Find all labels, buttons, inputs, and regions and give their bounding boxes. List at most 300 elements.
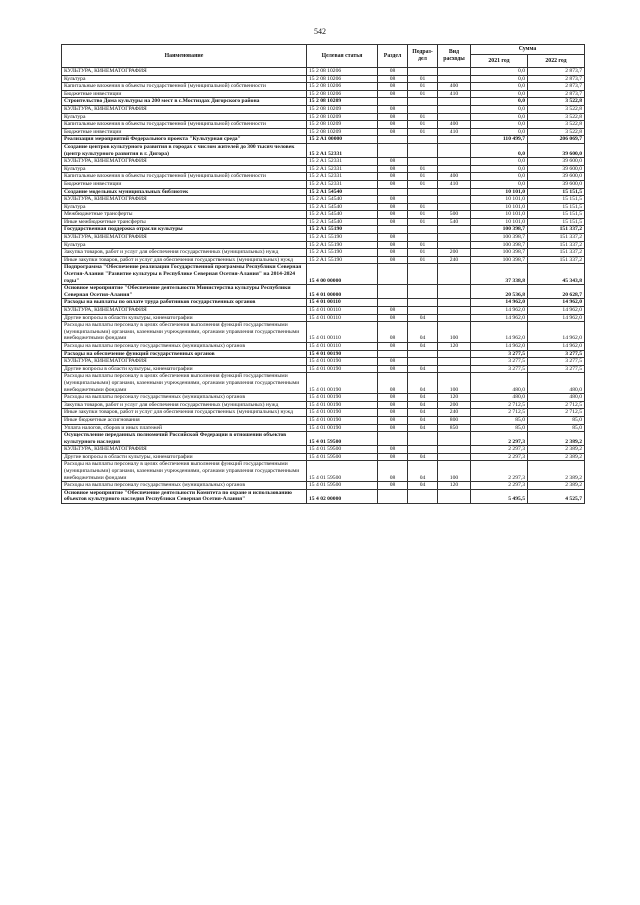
row-code: 15 4 01 59500 — [307, 432, 378, 446]
row-expense-type — [438, 113, 471, 121]
row-value-2021: 110 499,7 — [471, 136, 528, 144]
row-name: Расходы на выплаты персоналу в целях обеспечения выполнения функций государственными (муниципальными) органами, казенными учреждениями, органами управления государственными внебюджетными фондами — [62, 322, 307, 343]
table-header — [62, 45, 585, 68]
row-value-2022: 151 337,2 — [528, 249, 585, 257]
row-name: КУЛЬТУРА, КИНЕМАТОГРАФИЯ — [62, 68, 307, 76]
table-row — [62, 264, 585, 285]
row-expense-type — [438, 158, 471, 166]
table-row — [62, 83, 585, 91]
row-subsection — [408, 98, 438, 106]
row-code: 15 2 A1 54540 — [307, 203, 378, 211]
row-value-2022: 3 277,5 — [528, 350, 585, 358]
row-section: 08 — [378, 173, 408, 181]
row-value-2021: 2 297,3 — [471, 461, 528, 482]
row-subsection: 01 — [408, 211, 438, 219]
row-code: 15 4 01 00190 — [307, 350, 378, 358]
row-name: Другие вопросы в области культуры, кинематографии — [62, 314, 307, 322]
header-name: Наименование — [62, 45, 307, 68]
row-subsection — [408, 446, 438, 454]
row-expense-type: 500 — [438, 211, 471, 219]
row-section: 08 — [378, 113, 408, 121]
table-row — [62, 373, 585, 394]
row-name: КУЛЬТУРА, КИНЕМАТОГРАФИЯ — [62, 105, 307, 113]
table-row — [62, 211, 585, 219]
row-value-2021: 3 277,5 — [471, 350, 528, 358]
row-expense-type — [438, 68, 471, 76]
row-code: 15 2 A1 55190 — [307, 226, 378, 234]
row-subsection: 04 — [408, 409, 438, 417]
row-code: 15 2 A1 52331 — [307, 173, 378, 181]
row-value-2021: 3 277,5 — [471, 365, 528, 373]
row-subsection: 01 — [408, 90, 438, 98]
table-row — [62, 256, 585, 264]
row-expense-type — [438, 226, 471, 234]
row-subsection — [408, 105, 438, 113]
row-section: 08 — [378, 416, 408, 424]
row-name: Культура — [62, 75, 307, 83]
table-row — [62, 307, 585, 315]
row-value-2021: 0,0 — [471, 68, 528, 76]
table-row — [62, 432, 585, 446]
table-row — [62, 489, 585, 503]
row-value-2022: 4 525,7 — [528, 489, 585, 503]
row-section: 08 — [378, 234, 408, 242]
row-subsection: 04 — [408, 394, 438, 402]
row-value-2021: 2 297,3 — [471, 482, 528, 490]
row-section — [378, 264, 408, 285]
row-subsection: 04 — [408, 373, 438, 394]
row-section: 08 — [378, 307, 408, 315]
row-name: Закупка товаров, работ и услуг для обеспечения государственных (муниципальных) нужд — [62, 401, 307, 409]
row-value-2021: 0,0 — [471, 165, 528, 173]
table-row — [62, 409, 585, 417]
row-name: Расходы на выплаты персоналу государственных (муниципальных) органов — [62, 482, 307, 490]
row-code: 15 2 A1 00000 — [307, 136, 378, 144]
row-subsection — [408, 432, 438, 446]
row-name: Межбюджетные трансферты — [62, 211, 307, 219]
row-value-2021: 480,0 — [471, 373, 528, 394]
table-row — [62, 249, 585, 257]
row-value-2022: 2 712,5 — [528, 409, 585, 417]
row-value-2022: 20 628,7 — [528, 285, 585, 299]
row-value-2022: 3 522,8 — [528, 105, 585, 113]
row-section: 08 — [378, 314, 408, 322]
row-expense-type: 410 — [438, 90, 471, 98]
row-subsection — [408, 158, 438, 166]
row-section: 08 — [378, 68, 408, 76]
row-expense-type — [438, 143, 471, 157]
table-row — [62, 143, 585, 157]
row-section: 08 — [378, 165, 408, 173]
row-value-2022: 15 151,5 — [528, 211, 585, 219]
row-subsection: 04 — [408, 424, 438, 432]
table-row — [62, 416, 585, 424]
row-expense-type: 100 — [438, 461, 471, 482]
row-code: 15 2 A1 52331 — [307, 158, 378, 166]
row-name: Реализация мероприятий Федерального проекта "Культурная среда" — [62, 136, 307, 144]
row-code: 15 4 01 00110 — [307, 299, 378, 307]
row-section — [378, 299, 408, 307]
row-expense-type — [438, 489, 471, 503]
table-row — [62, 90, 585, 98]
row-expense-type: 400 — [438, 83, 471, 91]
row-expense-type — [438, 241, 471, 249]
row-code: 15 4 01 00190 — [307, 394, 378, 402]
row-name: Другие вопросы в области культуры, кинематографии — [62, 453, 307, 461]
table-row — [62, 342, 585, 350]
row-code: 15 4 00 00000 — [307, 264, 378, 285]
row-code: 15 2 A1 54540 — [307, 196, 378, 204]
row-value-2021: 0,0 — [471, 75, 528, 83]
row-subsection: 01 — [408, 121, 438, 129]
table-row — [62, 424, 585, 432]
row-section: 08 — [378, 409, 408, 417]
row-value-2022: 2 389,2 — [528, 446, 585, 454]
row-expense-type — [438, 432, 471, 446]
row-value-2021: 100 398,7 — [471, 249, 528, 257]
table-row — [62, 322, 585, 343]
row-value-2021: 100 398,7 — [471, 226, 528, 234]
row-value-2021: 480,0 — [471, 394, 528, 402]
row-subsection — [408, 350, 438, 358]
row-name: КУЛЬТУРА, КИНЕМАТОГРАФИЯ — [62, 196, 307, 204]
row-subsection: 04 — [408, 416, 438, 424]
row-name: Культура — [62, 203, 307, 211]
row-value-2022: 85,0 — [528, 424, 585, 432]
row-expense-type: 100 — [438, 322, 471, 343]
row-subsection — [408, 307, 438, 315]
table-row — [62, 180, 585, 188]
row-value-2022: 151 337,2 — [528, 256, 585, 264]
table-row — [62, 136, 585, 144]
row-name: Культура — [62, 113, 307, 121]
row-value-2021: 100 398,7 — [471, 234, 528, 242]
row-section: 08 — [378, 211, 408, 219]
row-value-2021: 14 962,0 — [471, 307, 528, 315]
header-section: Раздел — [378, 45, 408, 68]
table-row — [62, 121, 585, 129]
header-expense-type: Вид расходы — [438, 45, 471, 68]
header-year-2021: 2021 год — [471, 55, 528, 68]
row-subsection: 01 — [408, 128, 438, 136]
row-name: Подпрограмма "Обеспечение реализации Государственной программы Республики Северная Осетия-Алания "Развитие культуры в Республике Северная Осетия-Алания" на 2014-2024 годы" — [62, 264, 307, 285]
row-section — [378, 489, 408, 503]
row-name: КУЛЬТУРА, КИНЕМАТОГРАФИЯ — [62, 358, 307, 366]
row-expense-type: 200 — [438, 249, 471, 257]
row-code: 15 2 A1 54540 — [307, 188, 378, 196]
row-subsection: 04 — [408, 461, 438, 482]
row-section: 08 — [378, 83, 408, 91]
row-expense-type: 800 — [438, 416, 471, 424]
row-subsection: 01 — [408, 241, 438, 249]
row-section: 08 — [378, 394, 408, 402]
row-value-2021: 0,0 — [471, 158, 528, 166]
row-value-2022: 3 522,8 — [528, 113, 585, 121]
row-value-2022: 3 522,8 — [528, 128, 585, 136]
row-subsection — [408, 143, 438, 157]
row-name: КУЛЬТУРА, КИНЕМАТОГРАФИЯ — [62, 446, 307, 454]
row-section — [378, 432, 408, 446]
row-section — [378, 285, 408, 299]
row-expense-type — [438, 314, 471, 322]
row-code: 15 2 A1 55190 — [307, 249, 378, 257]
row-section: 08 — [378, 90, 408, 98]
row-value-2021: 0,0 — [471, 121, 528, 129]
row-value-2022: 3 277,5 — [528, 358, 585, 366]
table-row — [62, 196, 585, 204]
row-subsection — [408, 196, 438, 204]
table-row — [62, 299, 585, 307]
table-row — [62, 285, 585, 299]
table-row — [62, 482, 585, 490]
row-value-2021: 37 338,8 — [471, 264, 528, 285]
row-value-2021: 14 962,0 — [471, 299, 528, 307]
row-code: 15 4 01 00190 — [307, 365, 378, 373]
row-code: 15 4 02 00000 — [307, 489, 378, 503]
row-expense-type: 400 — [438, 173, 471, 181]
page-number: 542 — [314, 27, 326, 36]
row-value-2022: 14 962,0 — [528, 307, 585, 315]
row-subsection: 04 — [408, 342, 438, 350]
row-value-2021: 10 101,0 — [471, 218, 528, 226]
row-name: Бюджетные инвестиции — [62, 180, 307, 188]
row-subsection: 04 — [408, 453, 438, 461]
row-name: Культура — [62, 165, 307, 173]
row-section: 08 — [378, 453, 408, 461]
row-name: Капитальные вложения в объекты государственной (муниципальной) собственности — [62, 83, 307, 91]
table-row — [62, 188, 585, 196]
row-section — [378, 143, 408, 157]
row-subsection: 01 — [408, 256, 438, 264]
header-year-2022: 2022 год — [528, 55, 585, 68]
row-value-2022: 2 389,2 — [528, 482, 585, 490]
row-subsection — [408, 136, 438, 144]
row-expense-type: 100 — [438, 373, 471, 394]
row-name: Иные бюджетные ассигнования — [62, 416, 307, 424]
budget-table — [61, 44, 585, 504]
row-section — [378, 226, 408, 234]
row-value-2022: 14 962,0 — [528, 342, 585, 350]
row-expense-type — [438, 136, 471, 144]
row-value-2021: 100 398,7 — [471, 256, 528, 264]
row-name: Иные закупки товаров, работ и услуг для обеспечения государственных (муниципальных) нужд — [62, 409, 307, 417]
row-name: КУЛЬТУРА, КИНЕМАТОГРАФИЯ — [62, 307, 307, 315]
row-value-2021: 10 101,0 — [471, 188, 528, 196]
row-name: Расходы на выплаты по оплате труда работников государственных органов — [62, 299, 307, 307]
row-value-2021: 2 712,5 — [471, 401, 528, 409]
row-value-2022: 15 151,5 — [528, 203, 585, 211]
row-value-2022: 15 151,5 — [528, 188, 585, 196]
table-row — [62, 165, 585, 173]
table-row — [62, 234, 585, 242]
row-value-2022: 15 151,5 — [528, 218, 585, 226]
row-name: Расходы на обеспечение функций государственных органов — [62, 350, 307, 358]
row-code: 15 2 08 10209 — [307, 105, 378, 113]
row-code: 15 4 01 59500 — [307, 461, 378, 482]
row-expense-type — [438, 105, 471, 113]
row-value-2022: 39 600,0 — [528, 158, 585, 166]
row-subsection: 01 — [408, 165, 438, 173]
row-value-2021: 0,0 — [471, 180, 528, 188]
row-code: 15 4 01 00110 — [307, 307, 378, 315]
row-subsection: 01 — [408, 75, 438, 83]
row-name: Создание модельных муниципальных библиотек — [62, 188, 307, 196]
row-name: Создание центров культурного развития в городах с числом жителей до 300 тысяч человек (центр культурного развития в г. Дигора) — [62, 143, 307, 157]
table-row — [62, 401, 585, 409]
row-code: 15 2 08 10209 — [307, 113, 378, 121]
row-expense-type — [438, 234, 471, 242]
table-row — [62, 350, 585, 358]
table-row — [62, 218, 585, 226]
row-expense-type: 410 — [438, 128, 471, 136]
row-section: 08 — [378, 196, 408, 204]
row-subsection — [408, 264, 438, 285]
row-code: 15 4 01 00190 — [307, 424, 378, 432]
row-value-2022: 45 343,8 — [528, 264, 585, 285]
row-expense-type — [438, 307, 471, 315]
table-row — [62, 241, 585, 249]
row-name: Основное мероприятие "Обеспечение деятельности Министерства культуры Республики Северная Осетия-Алания" — [62, 285, 307, 299]
row-name: Культура — [62, 241, 307, 249]
row-expense-type — [438, 98, 471, 106]
row-name: Государственная поддержка отрасли культуры — [62, 226, 307, 234]
row-value-2022: 480,0 — [528, 394, 585, 402]
table-row — [62, 446, 585, 454]
row-subsection: 01 — [408, 173, 438, 181]
row-section: 08 — [378, 461, 408, 482]
row-expense-type: 400 — [438, 121, 471, 129]
row-code: 15 4 01 59500 — [307, 453, 378, 461]
row-section: 08 — [378, 203, 408, 211]
table-row — [62, 68, 585, 76]
row-expense-type: 240 — [438, 256, 471, 264]
table-row — [62, 453, 585, 461]
row-code: 15 2 A1 54540 — [307, 211, 378, 219]
table-row — [62, 358, 585, 366]
row-expense-type — [438, 188, 471, 196]
row-section: 08 — [378, 401, 408, 409]
row-section: 08 — [378, 373, 408, 394]
row-name: КУЛЬТУРА, КИНЕМАТОГРАФИЯ — [62, 158, 307, 166]
row-value-2022: 14 962,0 — [528, 299, 585, 307]
row-section: 08 — [378, 358, 408, 366]
row-value-2022: 480,0 — [528, 373, 585, 394]
table-row — [62, 461, 585, 482]
row-expense-type: 120 — [438, 394, 471, 402]
row-subsection: 04 — [408, 365, 438, 373]
row-value-2022: 39 600,0 — [528, 143, 585, 157]
row-code: 15 4 01 00110 — [307, 314, 378, 322]
row-name: Строительство Дома культуры на 200 мест в с.Мостиздах Дигорского района — [62, 98, 307, 106]
row-subsection: 01 — [408, 83, 438, 91]
row-name: Иные межбюджетные трансферты — [62, 218, 307, 226]
row-value-2022: 2 712,5 — [528, 401, 585, 409]
row-name: Расходы на выплаты персоналу в целях обеспечения выполнения функций государственными (муниципальными) органами, казенными учреждениями, органами управления государственными внебюджетными фондами — [62, 373, 307, 394]
row-code: 15 2 08 10206 — [307, 83, 378, 91]
table-row — [62, 394, 585, 402]
row-section: 08 — [378, 121, 408, 129]
row-expense-type — [438, 75, 471, 83]
row-subsection — [408, 234, 438, 242]
row-value-2021: 3 277,5 — [471, 358, 528, 366]
row-code: 15 2 08 10209 — [307, 128, 378, 136]
row-code: 15 2 08 10209 — [307, 121, 378, 129]
row-section — [378, 188, 408, 196]
row-subsection — [408, 285, 438, 299]
row-section: 08 — [378, 128, 408, 136]
header-sum: Сумма — [471, 45, 585, 55]
row-section: 08 — [378, 75, 408, 83]
table-row — [62, 203, 585, 211]
row-value-2021: 0,0 — [471, 113, 528, 121]
row-section — [378, 350, 408, 358]
row-expense-type — [438, 165, 471, 173]
row-value-2022: 2 389,2 — [528, 432, 585, 446]
row-code: 15 4 01 59500 — [307, 482, 378, 490]
row-name: Капитальные вложения в объекты государственной (муниципальной) собственности — [62, 121, 307, 129]
row-code: 15 4 01 00190 — [307, 401, 378, 409]
row-expense-type: 850 — [438, 424, 471, 432]
row-subsection — [408, 299, 438, 307]
row-name: Бюджетные инвестиции — [62, 90, 307, 98]
row-subsection: 01 — [408, 249, 438, 257]
row-name: Иные закупки товаров, работ и услуг для обеспечения государственных (муниципальных) нужд — [62, 256, 307, 264]
row-name: Уплата налогов, сборов и иных платежей — [62, 424, 307, 432]
row-value-2021: 0,0 — [471, 90, 528, 98]
row-value-2022: 39 600,0 — [528, 165, 585, 173]
row-code: 15 2 A1 55190 — [307, 234, 378, 242]
table-row — [62, 173, 585, 181]
row-subsection — [408, 489, 438, 503]
row-value-2022: 14 962,0 — [528, 322, 585, 343]
row-section: 08 — [378, 218, 408, 226]
table-row — [62, 314, 585, 322]
row-code: 15 2 08 10206 — [307, 68, 378, 76]
table-row — [62, 365, 585, 373]
row-section: 08 — [378, 180, 408, 188]
row-expense-type — [438, 203, 471, 211]
table-row — [62, 98, 585, 106]
row-expense-type — [438, 285, 471, 299]
table-row — [62, 105, 585, 113]
table-row — [62, 128, 585, 136]
row-code: 15 4 01 00190 — [307, 373, 378, 394]
row-name: Закупка товаров, работ и услуг для обеспечения государственных (муниципальных) нужд — [62, 249, 307, 257]
row-subsection — [408, 68, 438, 76]
row-expense-type — [438, 453, 471, 461]
row-section: 08 — [378, 241, 408, 249]
row-code: 15 4 01 00190 — [307, 358, 378, 366]
row-value-2022: 151 337,2 — [528, 241, 585, 249]
row-value-2021: 14 962,0 — [471, 342, 528, 350]
row-expense-type: 120 — [438, 482, 471, 490]
row-value-2021: 2 712,5 — [471, 409, 528, 417]
row-section: 08 — [378, 342, 408, 350]
row-value-2022: 3 522,8 — [528, 121, 585, 129]
row-section: 08 — [378, 446, 408, 454]
row-code: 15 2 A1 55190 — [307, 241, 378, 249]
row-expense-type — [438, 365, 471, 373]
row-code: 15 2 A1 52331 — [307, 180, 378, 188]
row-name: КУЛЬТУРА, КИНЕМАТОГРАФИЯ — [62, 234, 307, 242]
row-section: 08 — [378, 105, 408, 113]
row-code: 15 4 01 00190 — [307, 409, 378, 417]
row-value-2021: 5 495,5 — [471, 489, 528, 503]
row-value-2021: 10 101,0 — [471, 196, 528, 204]
row-name: Расходы на выплаты персоналу в целях обеспечения выполнения функций государственными (муниципальными) органами, казенными учреждениями, органами управления государственными внебюджетными фондами — [62, 461, 307, 482]
table-row — [62, 113, 585, 121]
row-section — [378, 136, 408, 144]
